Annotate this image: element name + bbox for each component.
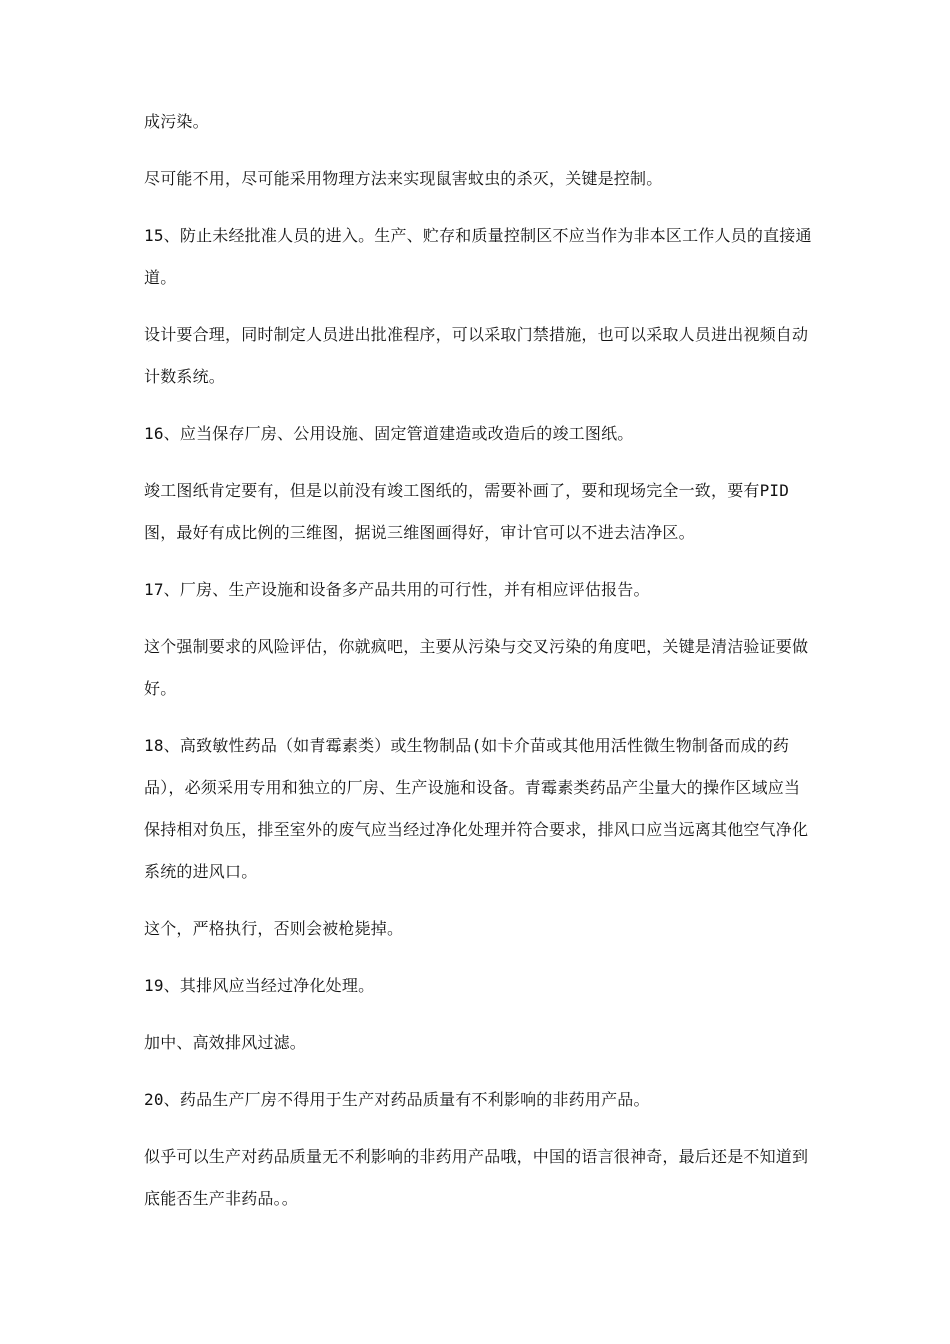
paragraph-clause-17: 17、厂房、生产设施和设备多产品共用的可行性，并有相应评估报告。 [144,580,650,599]
paragraph-comment-20: 似乎可以生产对药品质量无不利影响的非药用产品哦，中国的语言很神奇，最后还是不知道到底能否生产非药品。。 [144,1147,809,1208]
paragraph-comment-17: 这个强制要求的风险评估，你就疯吧，主要从污染与交叉污染的角度吧，关键是清洁验证要做好。 [144,637,809,698]
paragraph-clause-18: 18、高致敏性药品（如青霉素类）或生物制品(如卡介苗或其他用活性微生物制备而成的药品），必须采用专用和独立的厂房、生产设施和设备。青霉素类药品产尘量大的操作区域应当保持相对负压，排至室外的废气应当经过净化处理并符合要求，排风口应当远离其他空气净化系统的进风口。 [144,736,809,881]
paragraph-comment-19: 加中、高效排风过滤。 [144,1033,307,1052]
paragraph-comment-18: 这个，严格执行，否则会被枪毙掉。 [144,919,404,938]
paragraph-comment-15: 设计要合理，同时制定人员进出批准程序，可以采取门禁措施，也可以采取人员进出视频自动计数系统。 [144,325,809,386]
paragraph-comment-16: 竣工图纸肯定要有，但是以前没有竣工图纸的，需要补画了，要和现场完全一致，要有PID图，最好有成比例的三维图，据说三维图画得好，审计官可以不进去洁净区。 [144,481,790,542]
paragraph-comment-pest-control: 尽可能不用，尽可能采用物理方法来实现鼠害蚊虫的杀灭，关键是控制。 [144,169,663,188]
paragraph-continuation: 成污染。 [144,112,209,131]
paragraph-clause-15: 15、防止未经批准人员的进入。生产、贮存和质量控制区不应当作为非本区工作人员的直接通道。 [144,226,812,287]
paragraph-clause-16: 16、应当保存厂房、公用设施、固定管道建造或改造后的竣工图纸。 [144,424,634,443]
paragraph-clause-19: 19、其排风应当经过净化处理。 [144,976,375,995]
paragraph-clause-20: 20、药品生产厂房不得用于生产对药品质量有不利影响的非药用产品。 [144,1090,650,1109]
